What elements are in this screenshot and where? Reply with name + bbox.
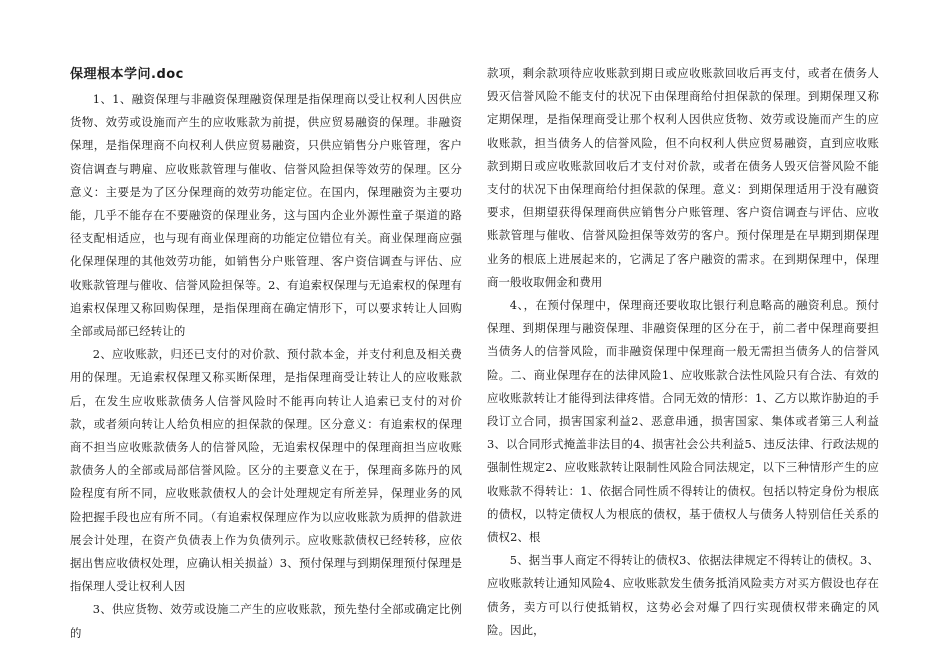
right-column	[487, 62, 879, 642]
paragraph-6: 5、据当事人商定不得转让的债权3、依据法律规定不得转让的债权。3、应收账款转让通知风险4、应收账款发生债务抵消风险卖方对买方假设也存在债务，卖方可以行使抵销权，这势必会对爆了四行实现债权带来确定的风险。因此，	[487, 553, 879, 637]
paragraph-5: 4、，在预付保理中，保理商还要收取比银行利息略高的融资利息。预付保理、到期保理与融资保理、非融资保理的区分在于，前二者中保理商要担当债务人的信誉风险，而非融资保理中保理商一般无需担当债务人的信誉风险。二、商业保理存在的法律风险1、应收账款合法性风险只有合法、有效的应收账款转让才能得到法律疼惜。合同无效的情形：1、乙方以欺诈胁迫的手段订立合同，损害国家利益2、恶意串通，损害国家、集体或者第三人利益3、以合同形式掩盖非法目的4、损害社会公共利益5、违反法律、行政法规的强制性规定2、应收账款转让限制性风险合同法规定，以下三种情形产生的应收账款不得转让：1、依据合同性质不得转让的债权。包括以特定身份为根底的债权，以特定债权人为根底的债权，基于债权人与债务人特别信任关系的债权2、根	[487, 298, 879, 545]
paragraph-3: 3、供应货物、效劳或设施二产生的应收账款，预先垫付全部或确定比例的	[70, 602, 462, 640]
paragraph-2: 2、应收账款，归还已支付的对价款、预付款本金，并支付利息及相关费用的保理。无追索权保理又称买断保理，是指保理商受让转让人的应收账款后，在发生应收账款债务人信誉风险时不能再向转让人追索已支付的对价款，或者须向转让人给负相应的担保款的保理。区分意义：有追索权的保理商不担当应收账款债务人的信誉风险，无追索权保理中的保理商担当应收账款债务人的全部或局部信誉风险。区分的主要意义在于，保理商多陈丹的风险程度有所不同，应收账款债权人的会计处理规定有所差异，保理业务的风险把握手段也应有所不同。（有追索权保理应作为以应收账款为质押的借款进展会计处理，在资产负债表上作为负债列示。应收账款债权已经转移，应依据出售应收债权处理，应确认相关损益）3、预付保理与到期保理预付保理是指保理人受让权利人因	[70, 347, 462, 594]
paragraph-4: 款项，剩余款项待应收账款到期日或应收账款回收后再支付，或者在债务人毁灭信誉风险不能支付的状况下由保理商给付担保款的保理。到期保理又称定期保理，是指保理商受让那个权利人因供应货物、效劳或设施而产生的应收账款，担当债务人的信誉风险，但不向权利人供应贸易融资，直到应收账款到期日或应收账款回收后才支付对价款，或者在债务人毁灭信誉风险不能支付的状况下由保理商给付担保款的保理。意义：到期保理适用于没有融资要求，但期望获得保理商供应销售分户账管理、客户资信调查与评估、应收账款管理与催收、信誉风险担保等效劳的客户。预付保理是在早期到期保理业务的根底上进展起来的，它满足了客户融资的需求。在到期保理中，保理商一般收取佣金和费用	[487, 66, 879, 289]
paragraph-1: 1、1、融资保理与非融资保理融资保理是指保理商以受让权利人因供应货物、效劳或设施而产生的应收账款为前提，供应贸易融资的保理。非融资保理，是指保理商不向权利人供应贸易融资，只供应销售分户账管理，客户资信调查与聘雇、应收账款管理与催收、信誉风险担保等效劳的保理。区分意义：主要是为了区分保理商的效劳功能定位。在国内，保理融资为主要功能，几乎不能存在不要融资的保理业务，这与国内企业外源性童子渠道的路径支配相适应，也与现有商业保理商的功能定位错位有关。商业保理商应强化保理保理的其他效劳功能，如销售分户账管理、客户资信调查与评估、应收账款管理与催收、信誉风险担保等。2、有追索权保理与无追索权的保理有追索权保理又称回购保理，是指保理商在确定情形下，可以要求转让人回购全部或局部已经转让的	[70, 92, 462, 339]
left-column	[70, 62, 462, 645]
document-title: 保理根本学问.doc	[70, 67, 184, 82]
